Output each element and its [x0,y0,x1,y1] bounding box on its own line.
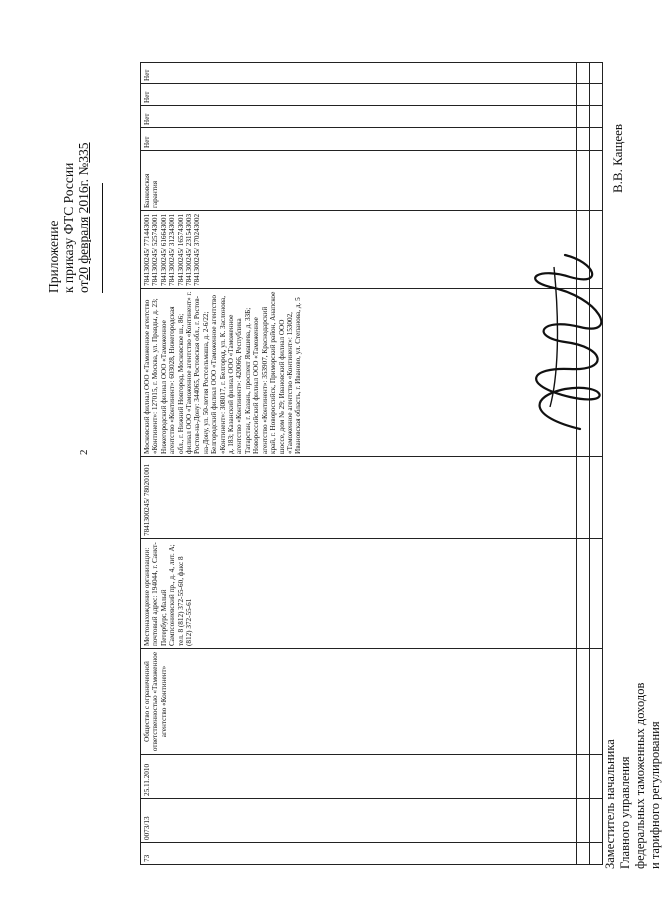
appendix-day: 20 [76,267,91,281]
cell-branches: Московский филиал ООО «Таможенное агентство «Континент»: 127015, г. Москва, ул. Правды, д. 23; Нижегородский филиал ООО «Таможенное агентство «Континент»: 603028, Нижегородская обл., г. Нижний Новгород, Московское ш., 86; филиал ООО «Таможенное агентство «Континент» г. Ростов-на-Дону: 344065, Ростовская обл., г. Ростов-на-Дону, ул. 50-летия Ростсельмаша, д. 2-6/22; Белгородский филиал ООО «Таможенное агентство «Континент»: 308017, г. Белгород, ул. К. Заслонова, д. 183; Казанский филиал ООО «Таможенное агентство «Континент»: 420066, Республика Татарстан, г. Казань, проспект Ямашева, д. 33Б; Новороссийский филиал ООО «Таможенное агентство «Континент»: 353907, Краснодарский край, г. Новороссийск, Приморский район, Анапское шоссе, дом № 29; Ивановский филиал ООО «Таможенное агентство «Континент»: 153002, Ивановская область, г. Иваново, ул. Степанова, д. 5 [141,289,577,457]
cell-inn-kpp: 7841300245/ 780201001 [141,457,577,539]
cell-reg-no: 0073/13 [141,799,577,843]
cell-flag-1: Нет [141,128,577,151]
cell-flag-4: Нет [141,63,577,84]
appendix-date-line: от20 февраля 2016г. №335 [76,142,91,293]
appendix-number: 335 [76,142,91,163]
cell-flag-3: Нет [141,84,577,106]
signatory-title: Заместитель начальника Главного управления федеральных таможенных доходов и тарифного регулирования [603,682,662,869]
cell-guarantee: Банковская гарантия [141,151,577,211]
cell-org-name: Общество с ограниченной ответственностью «Таможенное агентство «Континент» [141,649,577,755]
cell-flag-2: Нет [141,106,577,128]
appendix-header [46,0,106,293]
table-row [141,63,577,865]
appendix-year: 2016 [76,186,91,214]
table-row-empty [576,63,589,865]
handwritten-signature-icon [510,247,630,437]
registry-table [140,62,603,865]
signatory-name: В.В. Кащеев [610,123,625,193]
cell-location: Местонахождение организации: почтовый адрес: 194044, г. Санкт-Петербург, Малый Сампсониевский пр., д. 4, лит. А; тел. 8 (812) 372-55-60, факс 8 (812) 372-55-61 [141,539,577,649]
appendix-title: Приложение [46,220,61,293]
appendix-order-ref: к приказу ФТС России [61,162,76,293]
cell-date: 25.11.2010 [141,755,577,799]
appendix-month: февраля [76,216,91,264]
cell-branch-codes: 7841300245/ 771443001 7841300245/ 525743001 7841300245/ 616643001 7841300245/ 312343001 7841300245/ 165743001 7841300245/ 231543003 7841300245/ 370243002 [141,211,577,289]
table-row-empty [589,63,602,865]
cell-num: 73 [141,843,577,865]
page-number: 2 [78,449,90,455]
